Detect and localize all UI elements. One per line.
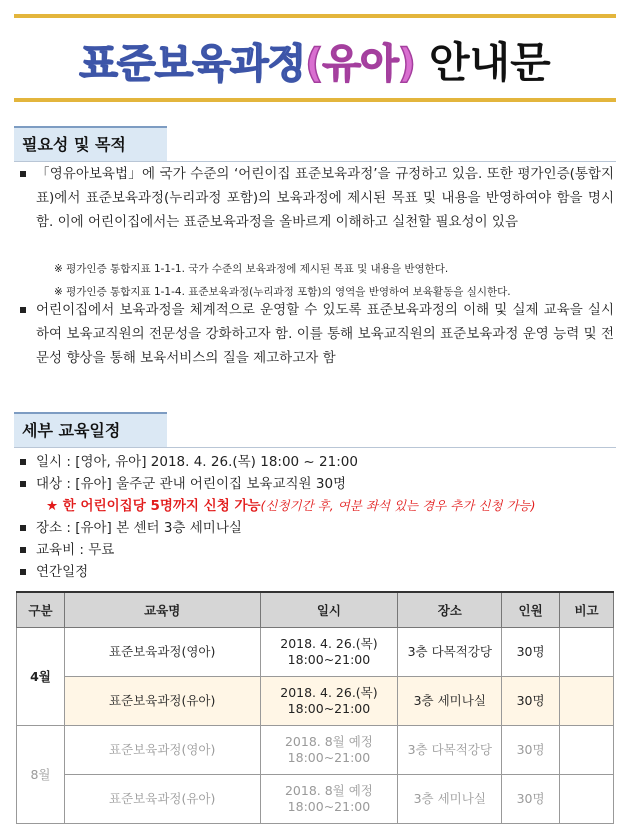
place-cell: 3층 세미나실 (398, 677, 502, 726)
section-heading-purpose: 필요성 및 목적 (14, 126, 167, 162)
notice-line (46, 494, 614, 518)
note-cell (560, 628, 614, 677)
course-cell: 표준보육과정(영아) (64, 628, 260, 677)
bullet-place: 장소 : [유아] 본 센터 3층 세미나실 (36, 516, 614, 540)
count-cell: 30명 (502, 677, 560, 726)
title-divider (14, 98, 616, 102)
bullet-annual: 연간일정 (36, 560, 614, 584)
bullet-date: 일시 : [영아, 유아] 2018. 4. 26.(목) 18:00 ~ 21:00 (36, 450, 614, 474)
notice-bold: ★ 한 어린이집당 5명까지 신청 가능 (46, 498, 261, 514)
header-count: 인원 (502, 592, 560, 628)
datetime-cell: 2018. 8월 예정 18:00~21:00 (260, 775, 398, 824)
header-note: 비고 (560, 592, 614, 628)
course-cell: 표준보육과정(유아) (64, 677, 260, 726)
header-place: 장소 (398, 592, 502, 628)
place-cell: 3층 세미나실 (398, 775, 502, 824)
bullet-icon (20, 171, 26, 177)
section-heading-schedule: 세부 교육일정 (14, 412, 167, 448)
title-main: 표준보육과정 (79, 41, 306, 87)
top-divider (14, 14, 616, 18)
bullet-target: 대상 : [유아] 울주군 관내 어린이집 보육교직원 30명 (36, 472, 614, 496)
table-header-row (17, 592, 614, 628)
note-cell (560, 775, 614, 824)
schedule-table (16, 591, 614, 824)
table-row (17, 628, 614, 677)
bullet-icon (20, 525, 26, 531)
header-course: 교육명 (64, 592, 260, 628)
header-datetime: 일시 (260, 592, 398, 628)
course-cell: 표준보육과정(영아) (64, 726, 260, 775)
page-title (0, 30, 630, 90)
month-cell: 4월 (17, 628, 65, 726)
note-1: ※ 평가인증 통합지표 1-1-1. 국가 수준의 보육과정에 제시된 목표 및 내용을 반영한다. (54, 263, 449, 275)
datetime-cell: 2018. 8월 예정 18:00~21:00 (260, 726, 398, 775)
bullet-icon (20, 481, 26, 487)
bullet-fee: 교육비 : 무료 (36, 538, 614, 562)
note-2: ※ 평가인증 통합지표 1-1-4. 표준보육과정(누리과정 포함)의 영역을 반영하여 보육활동을 실시한다. (54, 286, 511, 298)
table-row (17, 775, 614, 824)
bullet-icon (20, 307, 26, 313)
table-row (17, 726, 614, 775)
title-suffix: 안내문 (428, 38, 551, 87)
course-cell: 표준보육과정(유아) (64, 775, 260, 824)
title-paren: (유아) (305, 41, 415, 87)
bullet-icon (20, 569, 26, 575)
month-cell: 8월 (17, 726, 65, 824)
bullet-icon (20, 459, 26, 465)
count-cell: 30명 (502, 628, 560, 677)
note-cell (560, 726, 614, 775)
bullet-purpose-1: 「영유아보육법」에 국가 수준의 ‘어린이집 표준보육과정’을 규정하고 있음. 또한 평가인증(통합지표)에서 표준보육과정(누리과정 포함)의 보육과정에 제시된 목표 및 내용을 반영하여야 함을 명시함. 이에 어린이집에서는 표준보육과정을 올바르게 이해하고 실천할 필요성이 있음 (36, 162, 614, 234)
datetime-cell: 2018. 4. 26.(목) 18:00~21:00 (260, 677, 398, 726)
bullet-purpose-2: 어린이집에서 보육과정을 체계적으로 운영할 수 있도록 표준보육과정의 이해 및 실제 교육을 실시하여 보육교직원의 전문성을 강화하고자 함. 이를 통해 보육교직원의 표준보육과정 운영 능력 및 전문성 향상을 통해 보육서비스의 질을 제고하고자 함 (36, 298, 614, 370)
notice-italic: (신청기간 후, 여분 좌석 있는 경우 추가 신청 가능) (260, 498, 536, 513)
datetime-cell: 2018. 4. 26.(목) 18:00~21:00 (260, 628, 398, 677)
header-category: 구분 (17, 592, 65, 628)
count-cell: 30명 (502, 775, 560, 824)
note-cell (560, 677, 614, 726)
bullet-icon (20, 547, 26, 553)
place-cell: 3층 다목적강당 (398, 628, 502, 677)
table-row (17, 677, 614, 726)
count-cell: 30명 (502, 726, 560, 775)
section-underline (14, 447, 616, 448)
place-cell: 3층 다목적강당 (398, 726, 502, 775)
